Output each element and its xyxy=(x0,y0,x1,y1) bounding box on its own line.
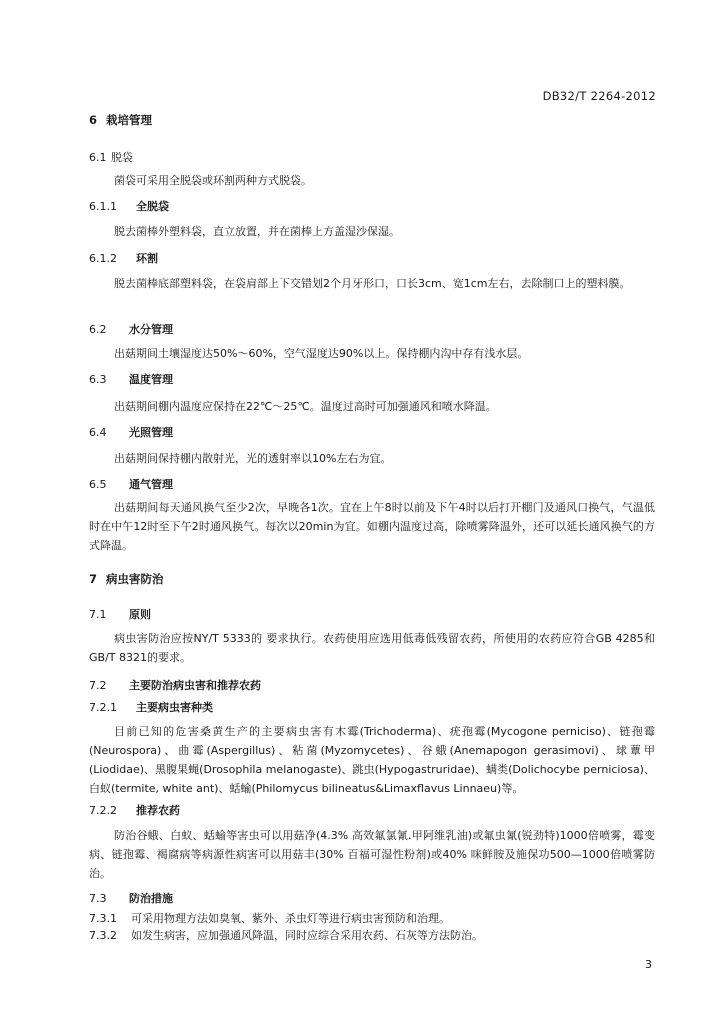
paragraph-6-1-1: 脱去菌棒外塑料袋，直立放置，并在菌棒上方盖湿沙保湿。 xyxy=(114,225,400,238)
section-title: 环割 xyxy=(136,252,158,265)
section-title: 全脱袋 xyxy=(136,200,169,213)
section-number: 6.5 xyxy=(89,478,107,491)
section-title: 水分管理 xyxy=(129,323,173,336)
section-title: 病虫害防治 xyxy=(106,572,164,586)
document-code: DB32/T 2264-2012 xyxy=(542,89,656,103)
paragraph-6-1-2: 脱去菌棒底部塑料袋，在袋肩部上下交错划2个月牙形口，口长3cm、宽1cm左右，去除制口上的塑料膜。 xyxy=(114,277,631,290)
measures-list xyxy=(89,910,655,944)
section-title: 温度管理 xyxy=(129,373,173,386)
section-6-1-2-heading xyxy=(89,250,158,266)
section-number: 6.1.2 xyxy=(89,252,117,265)
item-number: 7.3.2 xyxy=(89,929,117,942)
section-6-3-heading xyxy=(89,371,173,387)
paragraph-6-3: 出菇期间棚内温度应保持在22℃～25℃。温度过高时可加强通风和喷水降温。 xyxy=(114,400,497,413)
paragraph-6-2: 出菇期间土壤湿度达50%～60%，空气湿度达90%以上。保持棚内沟中存有浅水层。 xyxy=(114,347,529,360)
section-title: 推荐农药 xyxy=(136,804,180,817)
paragraph-6-5: 出菇期间每天通风换气至少2次，早晚各1次。宜在上午8时以前及下午4时以后打开棚门及通风口换气，气温低时在中午12时至下午2时通风换气。每次以20min为宜。如棚内温度过高，除喷雾降温外，还可以延长通风换气的方式降温。 xyxy=(89,501,655,552)
section-number: 6.4 xyxy=(89,426,107,439)
section-title: 光照管理 xyxy=(129,426,173,439)
item-text: 如发生病害，应加强通风降温，同时应综合采用农药、石灰等方法防治。 xyxy=(131,929,483,942)
section-title: 栽培管理 xyxy=(106,113,152,127)
list-item xyxy=(89,910,655,927)
section-title: 主要病虫害种类 xyxy=(136,701,213,714)
section-title: 通气管理 xyxy=(129,478,173,491)
section-title: 主要防治病虫害和推荐农药 xyxy=(129,679,261,692)
section-6-2-heading xyxy=(89,321,173,337)
paragraph-7-2-2: 防治谷蛾、白蚁、蛞蝓等害虫可以用菇净(4.3% 高效氟氯氰.甲阿维乳油)或氟虫氰(锐劲特)1000倍喷雾，霉变病、链孢霉、褐腐病等病源性病害可以用菇丰(30% 百福可湿性粉剂)或40% 咪鲜胺及施保功500—1000倍喷雾防治。 xyxy=(89,829,655,880)
paragraph-7-2-1: 目前已知的危害桑黄生产的主要病虫害有木霉(Trichoderma)、疣孢霉(Mycogone perniciso)、链孢霉(Neurospora)、曲霉(Aspergillus)、粘菌(Myzomycetes)、谷蛾(Anemapogon gerasimovi)、球蕈甲(Liodidae)、黑腹果蝇(Drosophila melanogaste)、跳虫(Hypogastruridae)、螨类(Dolichocybe perniciosa)、白蚁(termite, white ant)、蛞蝓(Philomycus bilineatus&Limaxflavus Linnaeu)等。 xyxy=(89,725,655,795)
section-7-heading xyxy=(89,571,164,587)
paragraph-6-1: 菌袋可采用全脱袋或环割两种方式脱袋。 xyxy=(114,174,312,187)
section-6-5-heading xyxy=(89,476,173,492)
section-7-1-heading xyxy=(89,606,151,622)
section-number: 6 xyxy=(89,113,98,127)
section-number: 7 xyxy=(89,572,98,586)
section-6-4-heading xyxy=(89,424,173,440)
section-number: 6.1 xyxy=(89,151,107,164)
section-number: 6.2 xyxy=(89,323,107,336)
paragraph-6-4: 出菇期间保持棚内散射光，光的透射率以10%左右为宜。 xyxy=(114,452,392,465)
item-number: 7.3.1 xyxy=(89,912,117,925)
section-number: 6.1.1 xyxy=(89,200,117,213)
section-7-2-heading xyxy=(89,677,261,693)
section-title: 防治措施 xyxy=(129,892,173,905)
item-text: 可采用物理方法如臭氧、紫外、杀虫灯等进行病虫害预防和治理。 xyxy=(131,912,450,925)
section-number: 7.1 xyxy=(89,608,107,621)
section-6-1-1-heading xyxy=(89,198,169,214)
list-item xyxy=(89,927,655,944)
page-number: 3 xyxy=(645,958,652,971)
section-number: 7.2 xyxy=(89,679,107,692)
section-6-1-heading xyxy=(89,149,133,165)
section-7-2-1-heading xyxy=(89,699,213,715)
section-number: 7.3 xyxy=(89,892,107,905)
section-title: 原则 xyxy=(129,608,151,621)
section-number: 7.2.2 xyxy=(89,804,117,817)
section-7-3-heading xyxy=(89,890,173,906)
section-number: 7.2.1 xyxy=(89,701,117,714)
section-7-2-2-heading xyxy=(89,802,180,818)
section-title: 脱袋 xyxy=(111,151,133,164)
section-6-heading xyxy=(89,112,152,128)
section-number: 6.3 xyxy=(89,373,107,386)
paragraph-7-1: 病虫害防治应按NY/T 5333的 要求执行。农药使用应选用低毒低残留农药，所使用的农药应符合GB 4285和GB/T 8321的要求。 xyxy=(89,632,655,664)
